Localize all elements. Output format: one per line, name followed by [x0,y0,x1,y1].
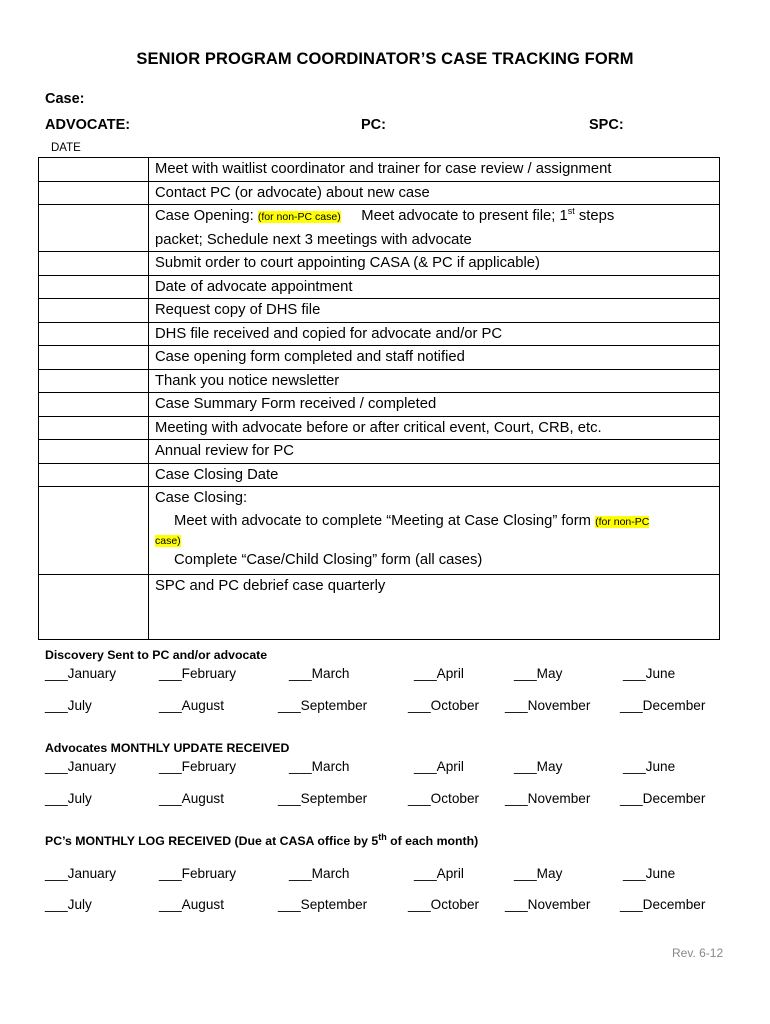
task-text: Thank you notice newsletter [155,372,340,389]
month-blank[interactable]: ___November [505,897,591,912]
table-row [39,158,720,182]
spc-label: SPC: [589,117,624,133]
task-text: Case Summary Form received / completed [155,396,437,412]
task-text: steps [574,208,615,224]
case-tracking-table [38,157,720,640]
task-text: Case opening form completed and staff notified [155,349,465,365]
date-cell[interactable] [39,440,149,464]
table-row [39,205,720,252]
task-text: Meet with waitlist coordinator and trainer for case review / assignment [155,161,612,177]
month-row [0,759,770,777]
table-row [39,275,720,299]
date-cell[interactable] [39,158,149,182]
advocates-update-title: Advocates MONTHLY UPDATE RECEIVED [45,741,290,755]
date-cell[interactable] [39,322,149,346]
month-blank[interactable]: ___September [278,897,368,912]
task-cell [149,205,720,252]
task-cell [149,275,720,299]
month-blank[interactable]: ___June [623,666,676,681]
month-blank[interactable]: ___December [620,791,706,806]
task-text: Annual review for PC [155,443,294,459]
task-text: Request copy of DHS file [155,302,321,318]
month-blank[interactable]: ___February [159,866,237,881]
advocate-label: ADVOCATE: [45,117,131,133]
superscript: th [378,831,387,842]
highlight-note: case) [155,535,181,547]
date-cell[interactable] [39,181,149,205]
month-row [0,791,770,809]
task-text: Case Opening: [155,208,254,224]
date-cell[interactable] [39,487,149,575]
task-text: Submit order to court appointing CASA (& PC if applicable) [155,255,540,271]
month-blank[interactable]: ___December [620,897,706,912]
task-text: Complete “Case/Child Closing” form (all cases) [174,552,483,568]
task-cell [149,463,720,487]
month-blank[interactable]: ___July [45,698,92,713]
month-blank[interactable]: ___March [289,666,350,681]
task-cell [149,158,720,182]
month-blank[interactable]: ___July [45,897,92,912]
task-cell [149,322,720,346]
table-row [39,322,720,346]
month-blank[interactable]: ___October [408,791,480,806]
superscript: st [567,206,575,217]
month-blank[interactable]: ___August [159,897,225,912]
task-cell [149,393,720,417]
month-blank[interactable]: ___January [45,759,117,774]
month-blank[interactable]: ___January [45,866,117,881]
task-cell [149,416,720,440]
month-blank[interactable]: ___October [408,698,480,713]
table-row [39,416,720,440]
task-cell [149,181,720,205]
month-blank[interactable]: ___April [414,866,464,881]
date-cell[interactable] [39,416,149,440]
date-cell[interactable] [39,252,149,276]
date-cell[interactable] [39,574,149,639]
month-blank[interactable]: ___February [159,759,237,774]
task-text: Case Closing Date [155,466,279,483]
task-text: Meet advocate to present file; 1 [361,208,568,224]
date-cell[interactable] [39,463,149,487]
month-blank[interactable]: ___August [159,698,225,713]
date-cell[interactable] [39,275,149,299]
pc-log-title-text: PC’s MONTHLY LOG RECEIVED (Due at CASA office by 5 [45,834,379,848]
table-row [39,181,720,205]
table-row [39,393,720,417]
month-blank[interactable]: ___September [278,698,368,713]
table-row [39,369,720,393]
month-blank[interactable]: ___July [45,791,92,806]
highlight-note: (for non-PC case) [257,211,341,223]
task-text: SPC and PC debrief case quarterly [155,577,386,594]
month-blank[interactable]: ___November [505,698,591,713]
task-text: DHS file received and copied for advocate and/or PC [155,325,503,342]
task-text: Case Closing: [155,490,248,506]
date-cell[interactable] [39,369,149,393]
form-title: SENIOR PROGRAM COORDINATOR’S CASE TRACKING FORM [136,50,634,68]
month-blank[interactable]: ___April [414,666,464,681]
task-cell [149,369,720,393]
task-cell [149,252,720,276]
month-blank[interactable]: ___January [45,666,117,681]
month-row [0,698,770,716]
task-text: Meet with advocate to complete “Meeting at Case Closing” form [174,512,596,529]
month-blank[interactable]: ___October [408,897,480,912]
month-row [0,866,770,884]
table-row [39,487,720,575]
case-label: Case: [45,91,85,107]
task-text: Date of advocate appointment [155,278,353,295]
task-cell [149,440,720,464]
task-text: packet; Schedule next 3 meetings with advocate [155,231,472,248]
table-row [39,299,720,323]
month-blank[interactable]: ___February [159,666,237,681]
month-blank[interactable]: ___June [623,866,676,881]
month-blank[interactable]: ___June [623,759,676,774]
date-column-label: DATE [51,142,81,154]
discovery-title: Discovery Sent to PC and/or advocate [45,648,268,662]
date-cell[interactable] [39,299,149,323]
task-cell [149,346,720,370]
month-blank[interactable]: ___December [620,698,706,713]
table-row [39,346,720,370]
month-blank[interactable]: ___May [514,866,563,881]
pc-log-title [45,831,479,848]
task-text: Contact PC (or advocate) about new case [155,184,430,201]
revision-label: Rev. 6-12 [672,946,724,960]
table-row [39,252,720,276]
table-row [39,574,720,639]
pc-log-title-text: of each month) [386,834,479,848]
task-cell [149,299,720,323]
month-row [0,666,770,684]
task-cell [149,487,720,575]
date-cell[interactable] [39,205,149,252]
month-row [0,897,770,915]
pc-label: PC: [361,117,386,133]
month-blank[interactable]: ___May [514,666,563,681]
month-blank[interactable]: ___March [289,866,350,881]
month-blank[interactable]: ___May [514,759,563,774]
date-cell[interactable] [39,393,149,417]
task-text: Meeting with advocate before or after critical event, Court, CRB, etc. [155,419,602,436]
month-blank[interactable]: ___March [289,759,350,774]
table-row [39,463,720,487]
month-blank[interactable]: ___April [414,759,464,774]
month-blank[interactable]: ___September [278,791,368,806]
task-cell [149,574,720,639]
month-blank[interactable]: ___November [505,791,591,806]
table-row [39,440,720,464]
date-cell[interactable] [39,346,149,370]
highlight-note: (for non-PC [595,515,650,528]
month-blank[interactable]: ___August [159,791,225,806]
